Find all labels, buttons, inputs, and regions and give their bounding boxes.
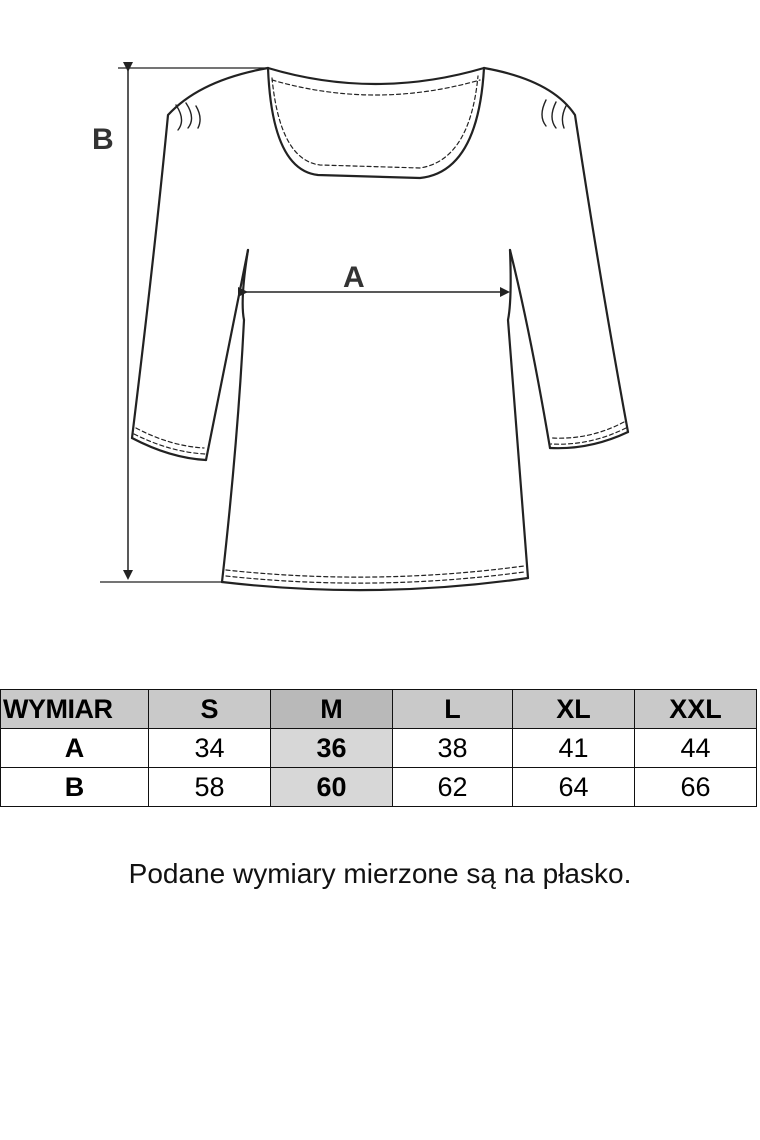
row-label: A [1, 729, 149, 768]
row-label: B [1, 768, 149, 807]
table-row [1, 729, 757, 768]
table-cell: 38 [393, 729, 513, 768]
size-header: L [393, 690, 513, 729]
shirt-outline [132, 68, 628, 590]
label-b: B [92, 123, 114, 156]
table-cell: 34 [149, 729, 271, 768]
table-cell: 60 [271, 768, 393, 807]
size-header: XL [513, 690, 635, 729]
table-cell: 62 [393, 768, 513, 807]
table-cell: 66 [635, 768, 757, 807]
size-table [0, 689, 757, 807]
size-header: S [149, 690, 271, 729]
size-header-row [1, 690, 757, 729]
table-row [1, 768, 757, 807]
label-a: A [343, 261, 365, 294]
footnote: Podane wymiary mierzone są na płasko. [128, 858, 632, 889]
table-cell: 41 [513, 729, 635, 768]
table-cell: 44 [635, 729, 757, 768]
table-cell: 64 [513, 768, 635, 807]
corner-header: WYMIAR [1, 690, 149, 729]
table-cell: 58 [149, 768, 271, 807]
size-header: XXL [635, 690, 757, 729]
table-cell: 36 [271, 729, 393, 768]
size-header: M [271, 690, 393, 729]
